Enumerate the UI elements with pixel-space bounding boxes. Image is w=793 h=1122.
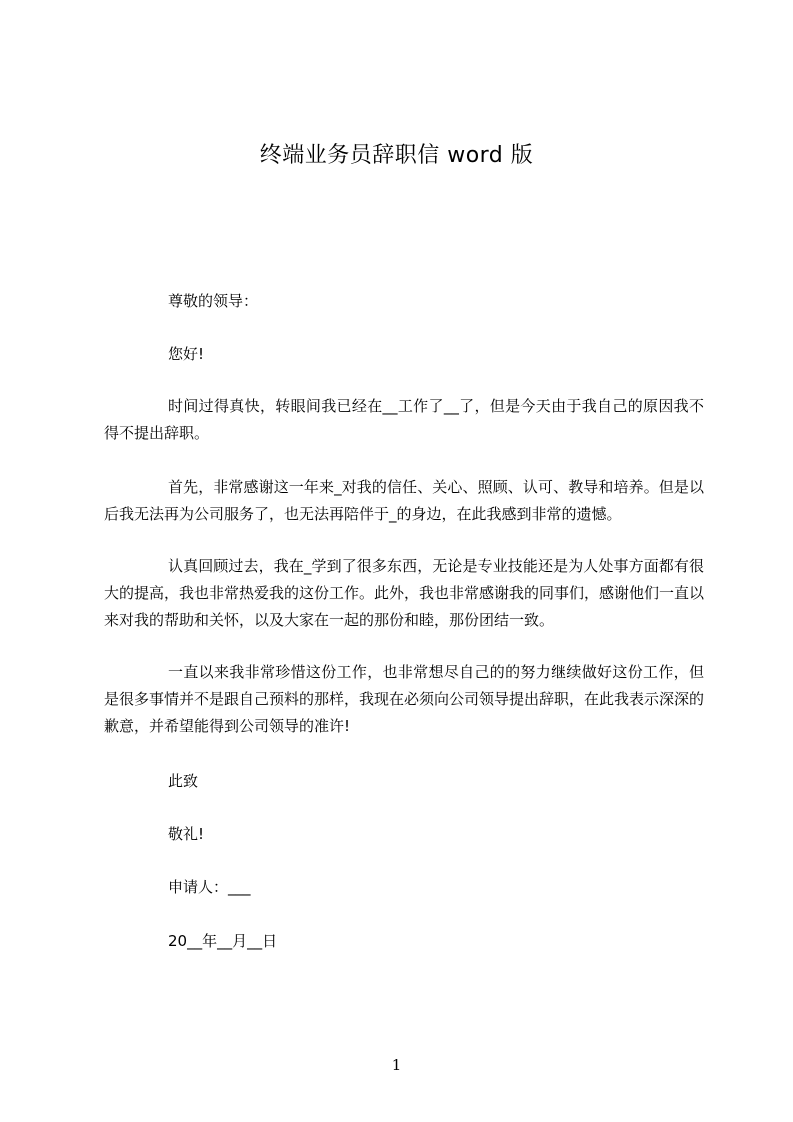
- paragraph-1: 时间过得真快，转眼间我已经在__工作了__了，但是今天由于我自己的原因我不得不提出辞职。: [104, 397, 704, 442]
- salutation: 尊敬的领导：: [168, 292, 259, 310]
- paragraph-4: 一直以来我非常珍惜这份工作，也非常想尽自己的的努力继续做好这份工作，但是很多事情并不是跟自己预料的那样，我现在必须向公司领导提出辞职，在此我表示深深的歉意，并希望能得到公司领导的准许!: [104, 663, 705, 735]
- paragraph-3: 认真回顾过去，我在_学到了很多东西，无论是专业技能还是为人处事方面都有很大的提高，我也非常热爱我的这份工作。此外，我也非常感谢我的同事们，感谢他们一直以来对我的帮助和关怀，以及大家在一起的那份和睦，那份团结一致。: [104, 557, 705, 629]
- closing-line-2: 敬礼!: [168, 825, 205, 843]
- page-number: 1: [391, 1056, 402, 1074]
- paragraph-2: 首先，非常感谢这一年来_对我的信任、关心、照顾、认可、教导和培养。但是以后我无法再为公司服务了，也无法再陪伴于_的身边，在此我感到非常的遗憾。: [104, 478, 704, 523]
- date-line: 20__年__月__日: [168, 932, 278, 950]
- applicant-line: 申请人：___: [168, 878, 251, 896]
- document-title: 终端业务员辞职信 word 版: [259, 143, 534, 168]
- greeting: 您好!: [168, 345, 205, 363]
- closing-line-1: 此致: [168, 772, 199, 790]
